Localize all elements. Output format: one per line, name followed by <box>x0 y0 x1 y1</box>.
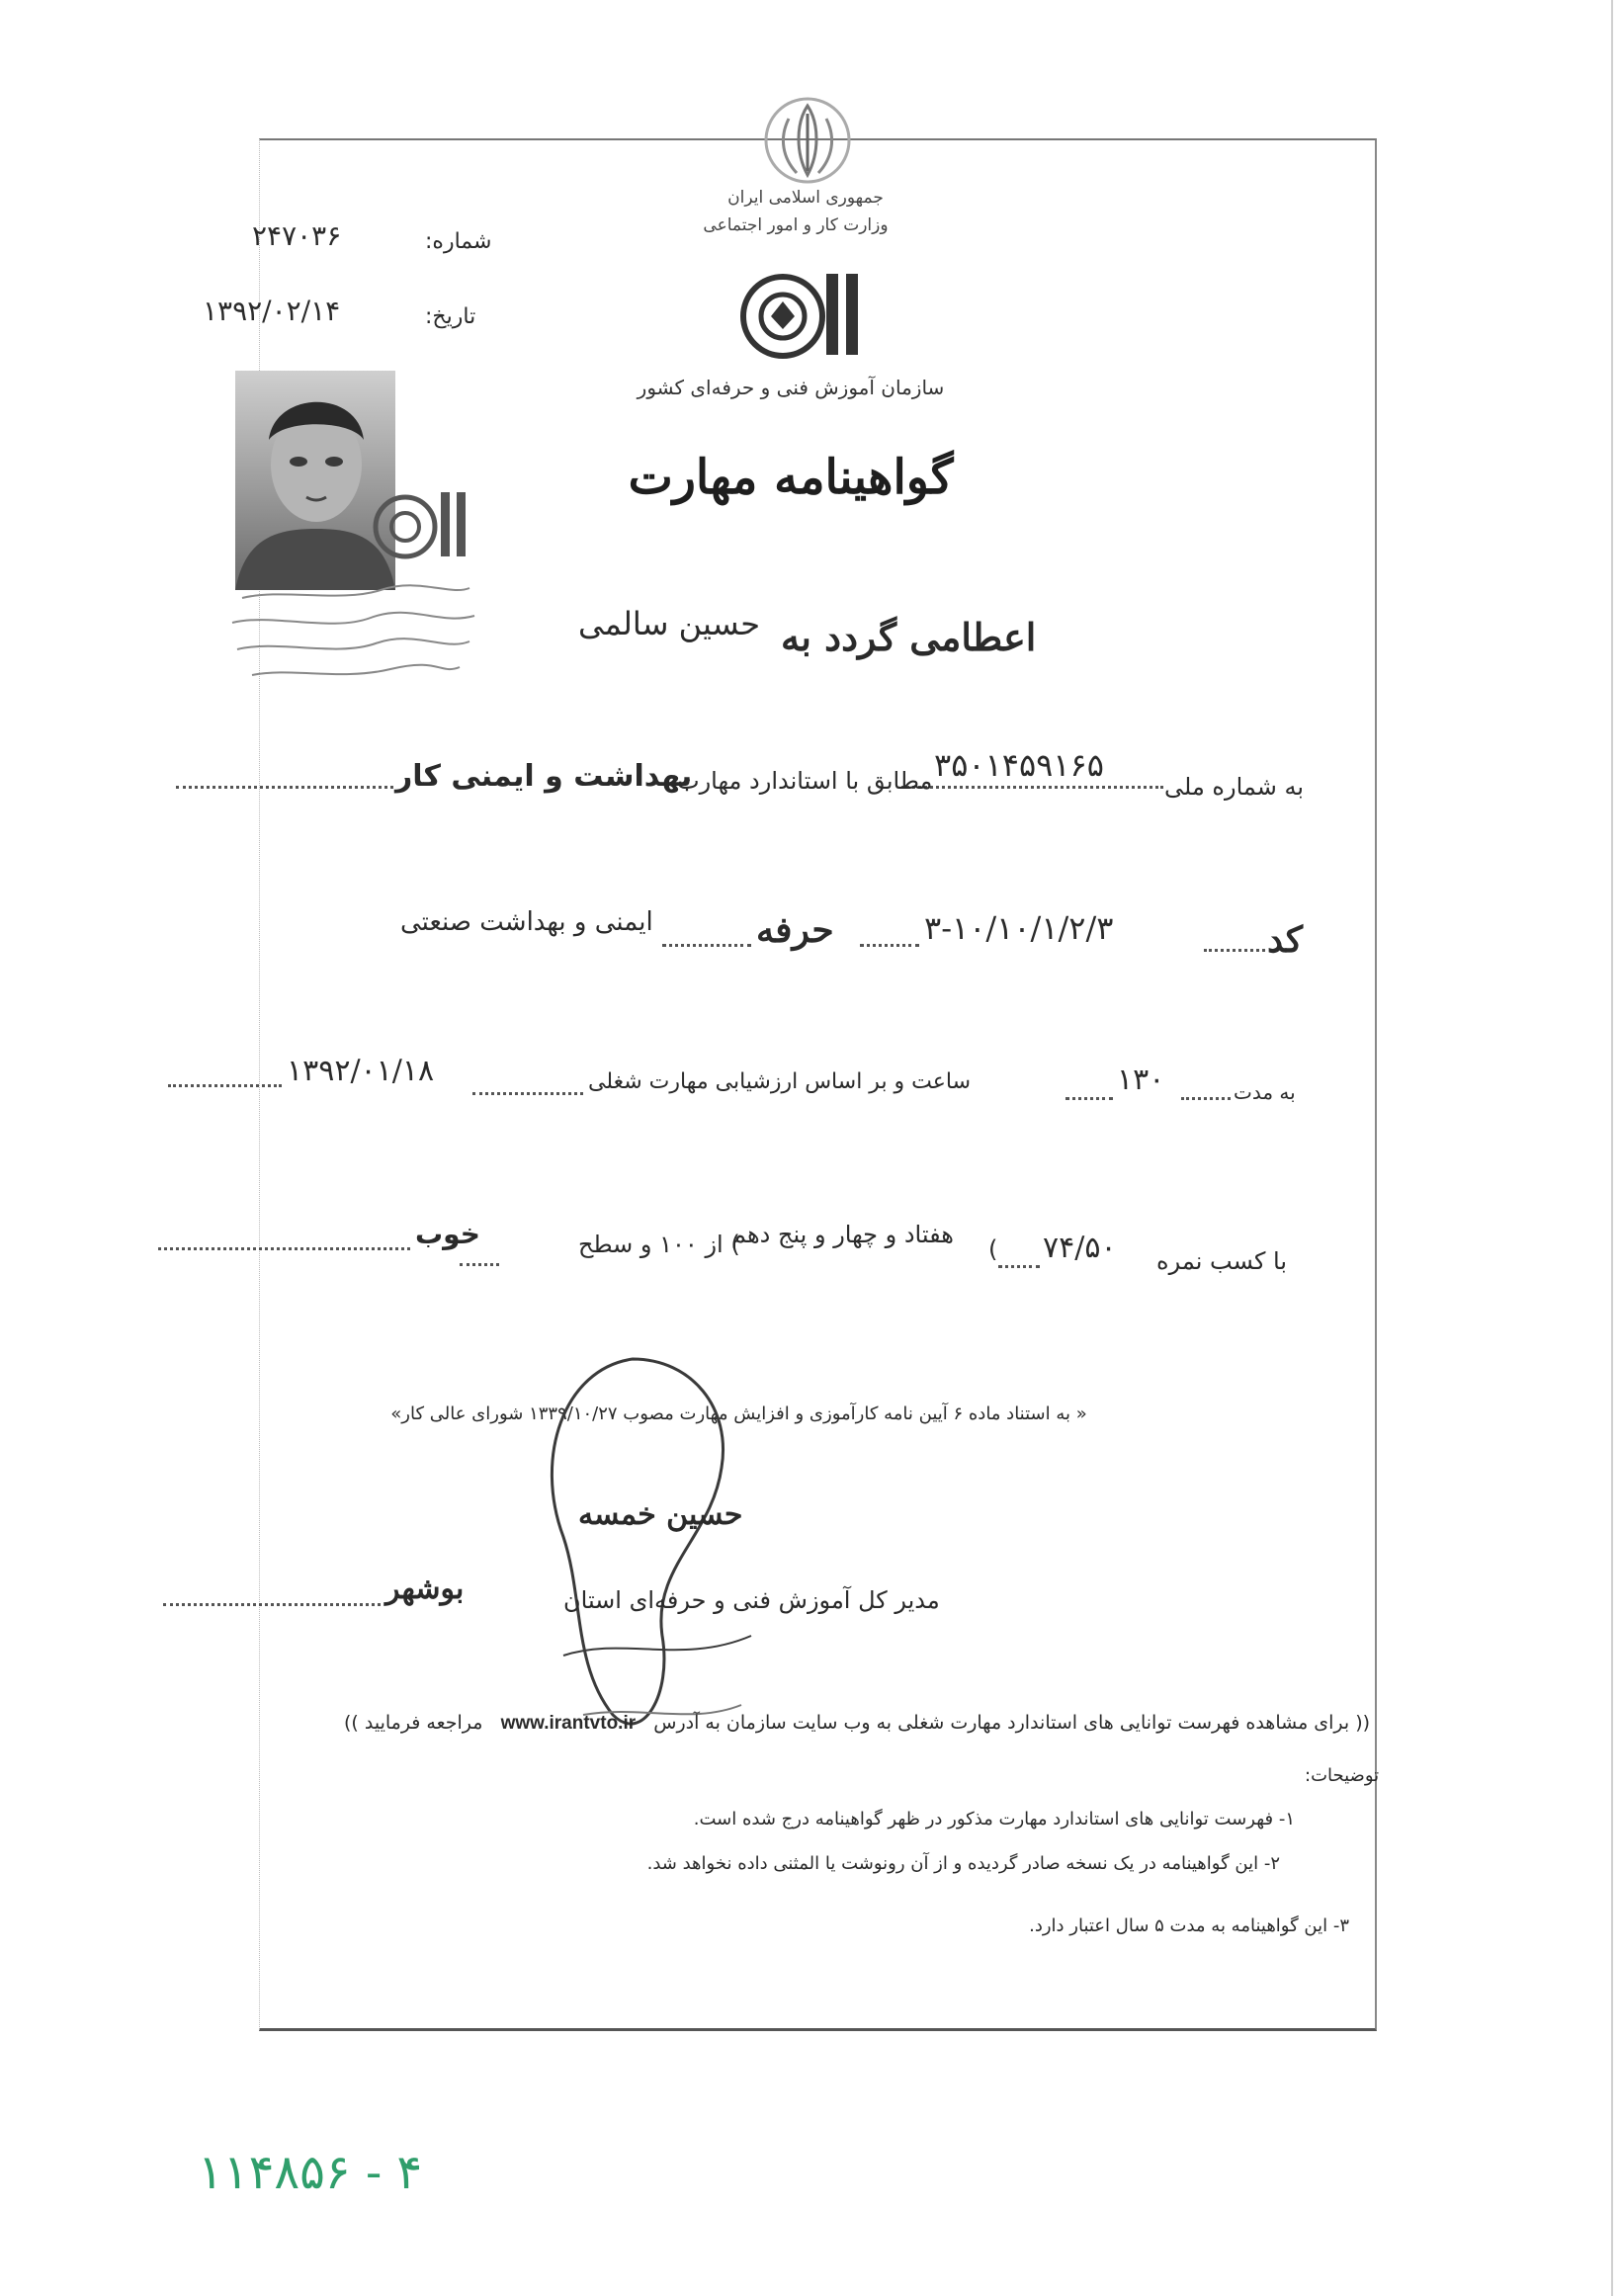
assessment-date: ۱۳۹۲/۰۱/۱۸ <box>287 1054 435 1088</box>
signer-name: حسین خمسه <box>578 1497 743 1532</box>
iran-emblem-icon <box>761 94 855 188</box>
org-name: سازمان آموزش فنی و حرفه‌ای کشور <box>637 376 945 399</box>
website-url[interactable]: www.irantvto.ir <box>500 1713 637 1734</box>
duration-value: ۱۳۰ <box>1117 1063 1165 1097</box>
standard-name: بهداشت و ایمنی کار <box>395 759 693 794</box>
code-value: ۳-۱۰/۱۰/۱/۲/۳ <box>924 909 1114 947</box>
website-notice-suffix: مراجعه فرمایید )) <box>344 1712 483 1734</box>
website-notice-text: (( برای مشاهده فهرست توانایی های استاندارد مهارت شغلی به وب سایت سازمان به آدرس <box>653 1712 1371 1734</box>
duration-label: به مدت <box>1234 1080 1296 1104</box>
notes-title: توضیحات: <box>1305 1765 1380 1786</box>
score-scale: ) از ۱۰۰ و سطح <box>578 1231 740 1258</box>
legal-basis: « به استناد ماده ۶ آیین نامه کارآموزی و افزایش مهارت مصوب ۱۳۳۹/۱۰/۲۷ شورای عالی کار» <box>390 1403 1087 1424</box>
awarded-label: اعطامی گردد به <box>781 615 1037 659</box>
handwritten-stamp <box>222 578 479 692</box>
number-label: شماره: <box>425 229 492 254</box>
score-open-paren: ( <box>988 1235 998 1263</box>
number-value: ۲۴۷۰۳۶ <box>252 219 342 252</box>
note-item: ۱- فهرست توانایی های استاندارد مهارت مذکور در ظهر گواهینامه درج شده است. <box>693 1809 1295 1829</box>
signer-title: مدیر کل آموزش فنی و حرفه‌ای استان <box>563 1586 940 1614</box>
score-value: ۷۴/۵۰ <box>1043 1231 1117 1265</box>
level: خوب <box>415 1218 480 1250</box>
stamp-logo-icon <box>366 482 469 566</box>
code-label: کد <box>1267 919 1304 961</box>
holder-name: حسین سالمی <box>578 605 760 642</box>
signature-mark <box>524 1339 781 1754</box>
file-number: ۱۱۴۸۵۶ - ۴ <box>198 2145 423 2200</box>
note-item: ۲- این گواهینامه در یک نسخه صادر گردیده و از آن رونوشت یا المثنی داده نخواهد شد. <box>646 1853 1280 1874</box>
trade-name: ایمنی و بهداشت صنعتی <box>400 907 653 937</box>
website-notice <box>344 1712 1370 1735</box>
score-label: با کسب نمره <box>1156 1247 1288 1275</box>
score-words: هفتاد و چهار و پنج دهم <box>731 1221 954 1248</box>
standard-label: مطابق با استاندارد مهارت <box>677 767 933 795</box>
ministry-line-2: وزارت کار و امور اجتماعی <box>703 215 889 235</box>
scan-edge <box>1611 0 1613 2296</box>
national-id: ۳۵۰۱۴۵۹۱۶۵ <box>934 746 1104 784</box>
national-id-label: به شماره ملی <box>1164 773 1305 801</box>
trade-label: حرفه <box>756 909 834 951</box>
date-label: تاریخ: <box>425 304 476 329</box>
assessment-text: ساعت و بر اساس ارزشیابی مهارت شغلی <box>588 1069 972 1094</box>
note-item: ۳- این گواهینامه به مدت ۵ سال اعتبار دارد. <box>1029 1915 1349 1936</box>
date-value: ۱۳۹۲/۰۲/۱۴ <box>203 295 341 327</box>
tvto-logo-icon <box>731 262 870 366</box>
ministry-line-1: جمهوری اسلامی ایران <box>727 188 884 208</box>
certificate-title: گواهینامه مهارت <box>628 450 954 505</box>
province: بوشهر <box>385 1572 465 1606</box>
